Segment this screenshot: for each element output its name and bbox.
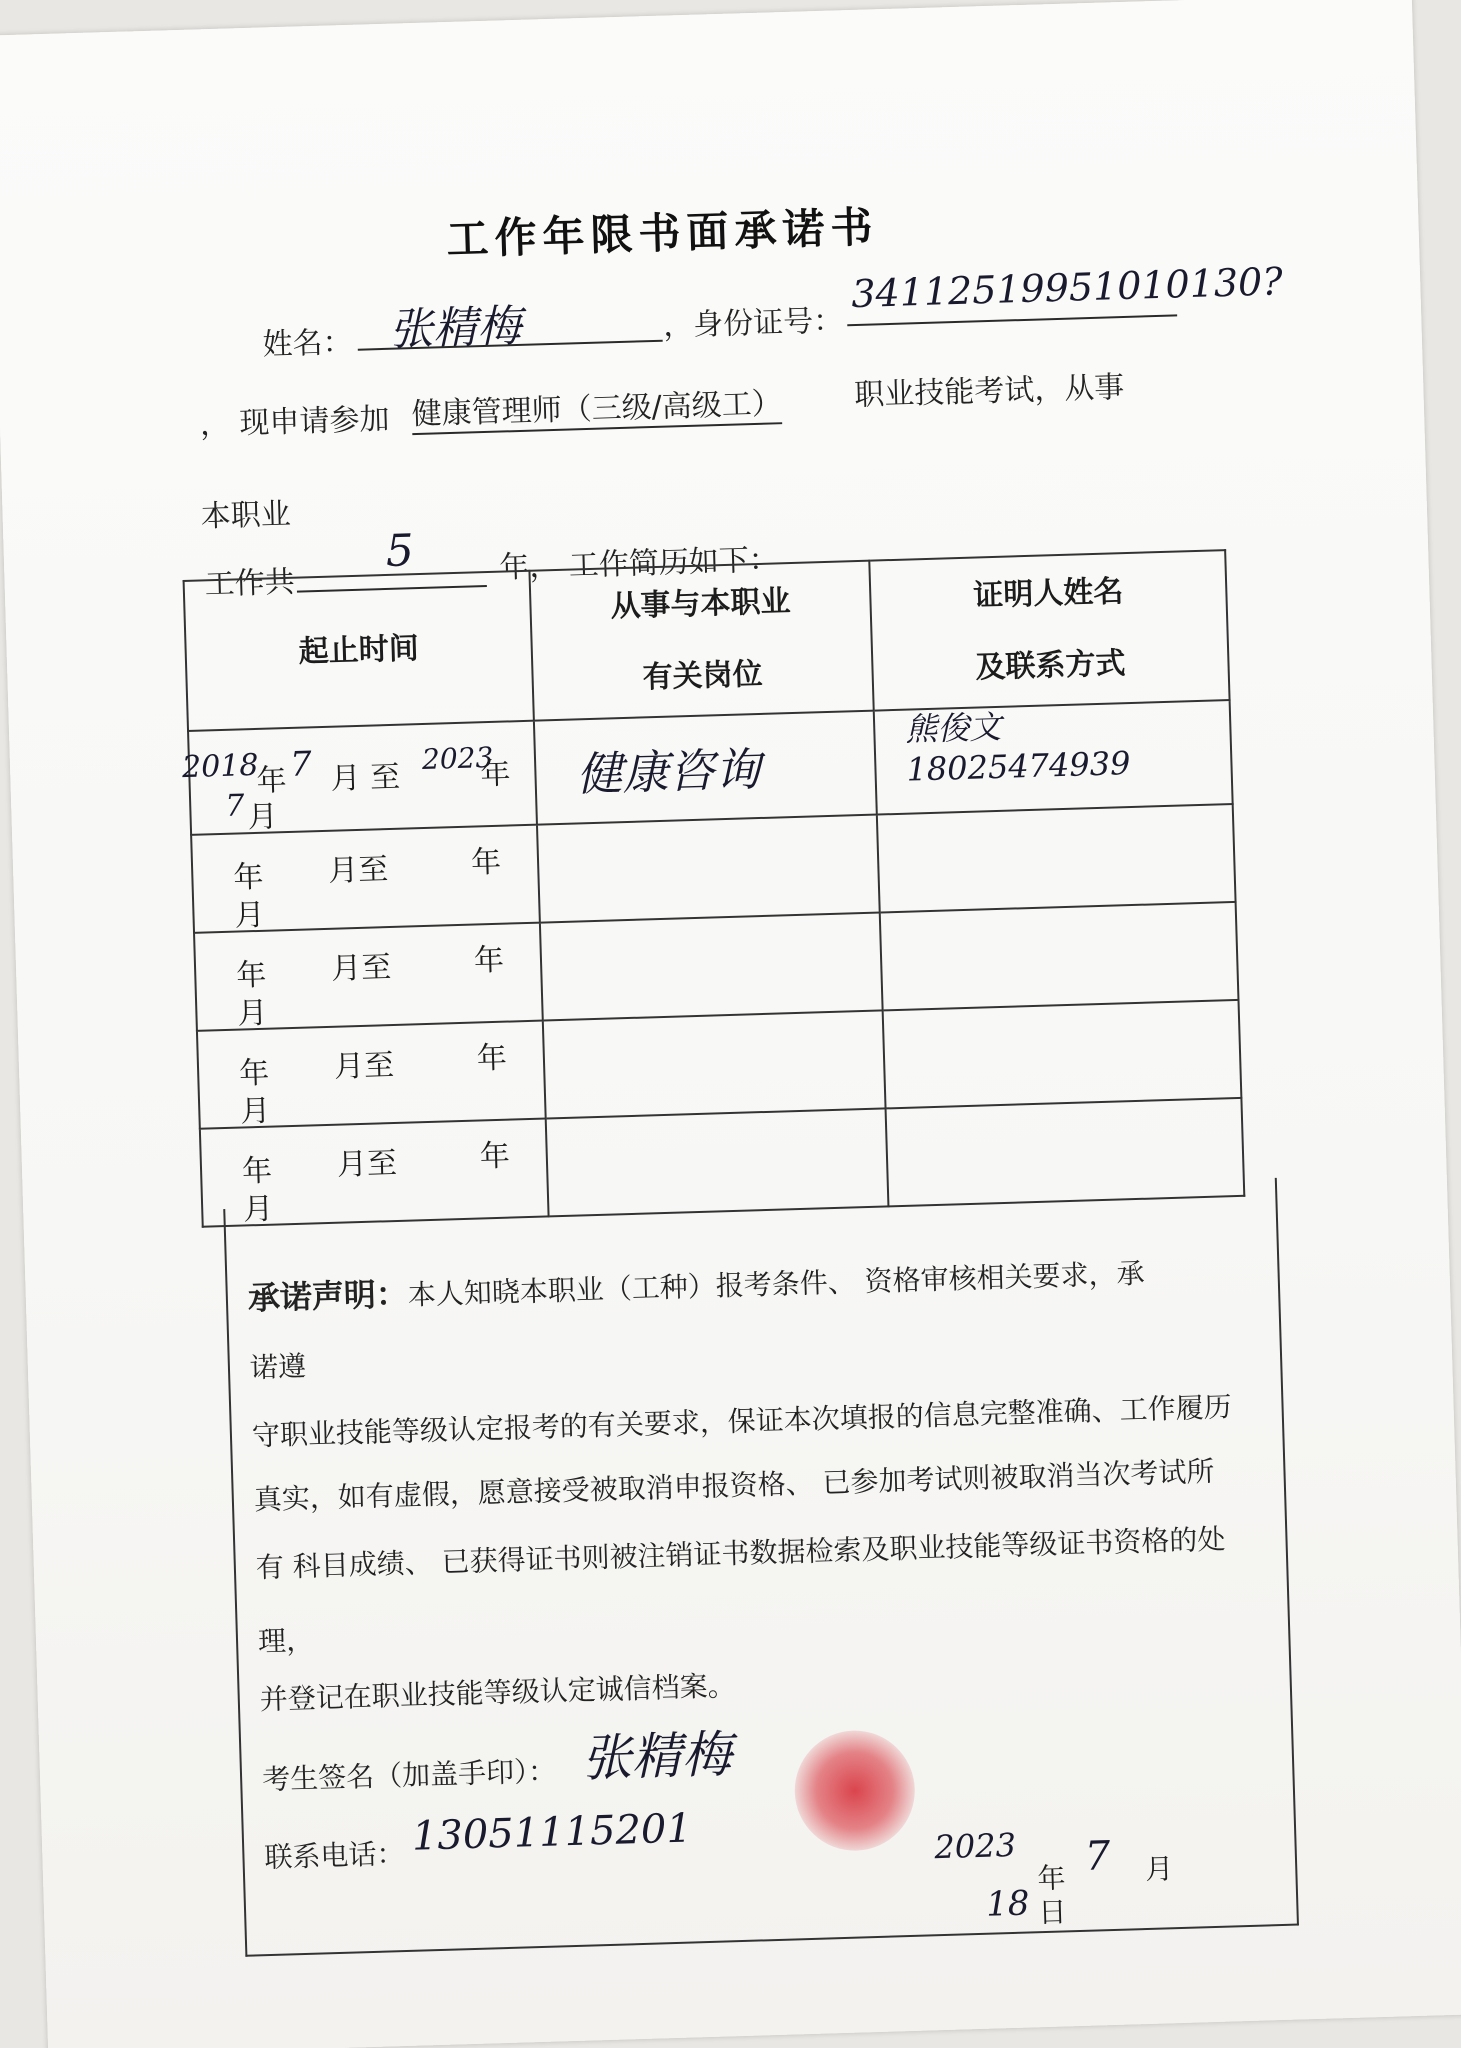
benzhiye-text: 本职业 xyxy=(200,496,292,535)
row-witness-empty xyxy=(883,1000,1242,1109)
empty-yue: 月 xyxy=(239,1093,271,1130)
date-yue: 月 xyxy=(1144,1852,1174,1887)
declaration-line1: 本人知晓本职业（工种）报考条件、 资格审核相关要求，承 xyxy=(407,1256,1145,1312)
row-period-empty xyxy=(194,923,543,1031)
sign-value: 张精梅 xyxy=(580,1725,733,1788)
empty-yue-zhi: 月至 xyxy=(330,950,392,987)
name-value: 张精梅 xyxy=(388,300,522,356)
header-witness xyxy=(869,550,1229,710)
apply-suffix: 职业技能考试，从事 xyxy=(853,370,1125,414)
row1-witness xyxy=(874,700,1233,815)
apply-prefix: ， 现申请参加 xyxy=(199,401,390,443)
header-position-line2: 有关岗位 xyxy=(642,656,764,696)
date-month: 7 xyxy=(1084,1833,1111,1880)
declaration-box xyxy=(223,1178,1299,1957)
name-label: 姓名： xyxy=(262,324,354,363)
work-prefix: 工作共 xyxy=(204,564,296,603)
row1-yue: 月 xyxy=(247,799,279,836)
empty-yue-zhi: 月至 xyxy=(327,852,389,889)
work-suffix: 年， 工作简历如下： xyxy=(498,542,780,586)
date-day: 18 xyxy=(985,1883,1031,1925)
id-value: 34112519951010130? xyxy=(850,259,1284,317)
declaration-line4: 真实，如有虚假，愿意接受被取消申报资格、 已参加考试则被取消当次考试所 xyxy=(253,1454,1215,1517)
date-nian: 年 xyxy=(1036,1861,1066,1896)
header-period-text: 起止时间 xyxy=(298,631,420,670)
empty-nian2: 年 xyxy=(476,1040,508,1077)
header-position-line1: 从事与本职业 xyxy=(610,584,791,625)
header-position xyxy=(529,561,873,721)
date-year: 2023 xyxy=(933,1825,1017,1867)
empty-yue: 月 xyxy=(234,897,266,934)
declaration-heading: 承诺声明： xyxy=(247,1274,409,1318)
row1-nian: 年 xyxy=(256,763,288,799)
red-fingerprint xyxy=(793,1729,917,1853)
row1-yue-zhi: 月 至 xyxy=(330,759,401,797)
empty-nian2: 年 xyxy=(479,1138,511,1175)
declaration-line5: 有 科目成绩、 已获得证书则被注销证书数据检索及职业技能等级证书资格的处 xyxy=(255,1522,1226,1585)
empty-nian: 年 xyxy=(238,1055,270,1092)
empty-yue: 月 xyxy=(242,1191,274,1228)
row1-witness-text: 熊俊文 18025474939 xyxy=(904,707,1131,789)
row-period-empty xyxy=(197,1021,546,1129)
row1-end-month: 7 xyxy=(224,788,245,824)
row-position-empty xyxy=(540,913,883,1021)
row1-end-year: 2023 xyxy=(421,740,494,777)
id-label: ，身份证号： xyxy=(662,303,844,344)
declaration-line3: 守职业技能等级认定报考的有关要求，保证本次填报的信息完整准确、工作履历 xyxy=(251,1390,1233,1453)
declaration-line2: 诺遵 xyxy=(249,1349,307,1385)
row-position-empty xyxy=(537,815,880,923)
row-witness-empty xyxy=(880,902,1239,1011)
declaration-line7: 并登记在职业技能等级认定诚信档案。 xyxy=(259,1669,737,1717)
empty-nian2: 年 xyxy=(470,844,502,881)
date-ri: 日 xyxy=(1037,1895,1067,1930)
header-period xyxy=(184,571,534,731)
empty-nian2: 年 xyxy=(473,942,505,979)
row-period-empty xyxy=(191,825,540,933)
empty-nian: 年 xyxy=(241,1153,273,1190)
resume-table xyxy=(183,549,1246,1228)
empty-yue: 月 xyxy=(236,995,268,1032)
apply-exam: 健康管理师（三级/高级工） xyxy=(411,378,782,435)
empty-nian: 年 xyxy=(232,859,264,896)
work-years: 5 xyxy=(385,525,415,577)
row1-nian2: 年 xyxy=(479,756,511,793)
empty-yue-zhi: 月至 xyxy=(333,1047,395,1085)
phone-value: 13051115201 xyxy=(411,1805,693,1860)
row1-position-text: 健康咨询 xyxy=(575,741,762,802)
empty-yue-zhi: 月至 xyxy=(336,1145,398,1183)
row1-period xyxy=(181,721,537,836)
row1-start-month: 7 xyxy=(289,744,313,785)
header-witness-line1: 证明人姓名 xyxy=(972,574,1124,614)
declaration-line6: 理， xyxy=(257,1623,315,1659)
form-title: 工作年限书面承诺书 xyxy=(445,202,880,265)
row-position-empty xyxy=(543,1010,886,1118)
empty-nian: 年 xyxy=(235,957,267,994)
row1-start-year: 2018 xyxy=(181,747,259,786)
row-witness-empty xyxy=(877,804,1236,913)
row1-position xyxy=(534,711,877,825)
sign-label: 考生签名（加盖手印）： xyxy=(261,1754,557,1797)
phone-label: 联系电话： xyxy=(264,1837,405,1875)
header-witness-line2: 及联系方式 xyxy=(974,646,1126,686)
